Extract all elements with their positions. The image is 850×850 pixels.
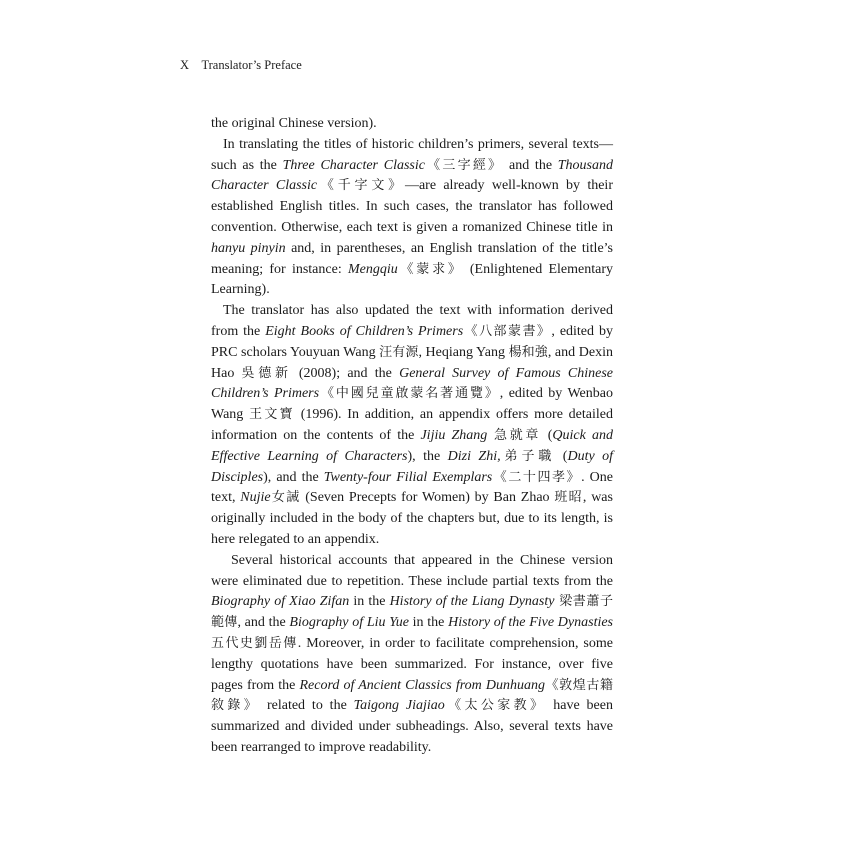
italic-title-text: Thousand Character Classic [211, 157, 613, 194]
text-run: (Enlightened Elementary Learning). [211, 261, 613, 298]
text-run: —are already well-known by their established English titles. In such cases, the translator has followed convention. Otherwise, each text is given a romanized Chinese title in [211, 178, 613, 235]
text-run: and, in parentheses, an English translation of the title’s meaning; for instance: [211, 240, 613, 277]
chinese-text: 《太公家教》 [444, 698, 547, 714]
chinese-text: 梁書蕭子範傳 [211, 594, 613, 631]
text-run: . Moreover, in order to facilitate comprehension, some lengthy quotations have been summarized. For instance, over five pages from the [211, 635, 613, 693]
text-run: ( [555, 448, 568, 464]
text-run: , Heqiang Yang [418, 344, 509, 360]
text-run: ), the [407, 448, 448, 464]
text-run: in the [349, 594, 390, 610]
chinese-text: 《敦煌古籍敘錄》 [211, 677, 613, 714]
page-number: X [180, 58, 190, 72]
chinese-text: 《千字文》 [317, 178, 405, 194]
italic-title-text: Eight Books of Children’s Primers [265, 323, 464, 339]
italic-title-text: Three Character Classic [282, 157, 425, 173]
text-run: and the [503, 157, 558, 173]
text-run: , and Dexin Hao [211, 344, 613, 381]
chinese-text: 楊和強 [508, 344, 548, 360]
paragraph [211, 135, 613, 301]
text-run: The translator has also updated the text with information derived from the [211, 303, 613, 339]
italic-title-text: Biography of Xiao Zifan [211, 594, 350, 610]
italic-title-text: hanyu pinyin [211, 240, 286, 256]
chinese-text: 《二十四孝》 [492, 469, 582, 485]
text-run: the original Chinese version). [211, 116, 377, 131]
text-run: , edited by Wenbao Wang [211, 386, 613, 423]
italic-title-text: History of the Five Dynasties [448, 615, 614, 631]
running-header [180, 58, 302, 73]
italic-title-text: Duty of Disciples [211, 448, 613, 485]
chinese-text: 《蒙求》 [397, 261, 464, 277]
italic-title-text: History of the Liang Dynasty [389, 594, 555, 610]
text-run: In translating the titles of historic children’s primers, several texts—such as the [211, 136, 613, 173]
chinese-text: 《八部蒙書》 [463, 323, 552, 339]
chinese-text: 急就章 [487, 427, 548, 443]
text-run: . One text, [211, 469, 614, 506]
italic-title-text: Nujie [240, 490, 271, 506]
chinese-text: 女誡 [270, 490, 301, 506]
paragraph [211, 301, 613, 551]
text-run: Several historical accounts that appeared in the Chinese version were eliminated due to repetition. These include partial texts from the [211, 552, 613, 589]
text-run: , edited by PRC scholars Youyuan Wang [211, 323, 613, 360]
chinese-text: 弟子職 [500, 448, 556, 464]
paragraph [211, 551, 613, 759]
text-run: (1996). In addition, an appendix offers more detailed information on the contents of the [211, 407, 613, 443]
text-run: , was originally included in the body of the chapters but, due to its length, is here relegated to an appendix. [211, 490, 613, 547]
paragraph [211, 114, 613, 135]
chinese-text: 班昭 [554, 490, 583, 506]
chinese-text: 王文寶 [249, 407, 295, 423]
text-run: related to the [260, 698, 354, 714]
italic-title-text: Dizi Zhi, [447, 448, 501, 464]
italic-title-text: Jijiu Zhang [420, 427, 488, 443]
italic-title-text: Record of Ancient Classics from Dunhuang [299, 677, 545, 693]
text-run: ( [547, 427, 553, 443]
chinese-text: 五代史劉岳傳 [211, 635, 298, 651]
italic-title-text: Twenty-four Filial Exemplars [323, 469, 493, 485]
text-run: (Seven Precepts for Women) by Ban Zhao [300, 490, 555, 506]
chinese-text: 《中國兒童啟蒙名著通覽》 [319, 386, 500, 402]
italic-title-text: Taigong Jiajiao [353, 698, 445, 714]
chinese-text: 汪有源 [379, 344, 419, 360]
chinese-text: 吳德新 [241, 365, 292, 381]
italic-title-text: Quick and Effective Learning of Characters [211, 427, 613, 464]
italic-title-text: Mengqiu [348, 261, 398, 277]
body-text [211, 114, 613, 759]
text-run: (2008); and the [291, 365, 400, 381]
italic-title-text: Biography of Liu Yue [289, 615, 409, 631]
text-run: in the [408, 615, 449, 631]
chinese-text: 《三字經》 [424, 157, 504, 173]
text-run: have been summarized and divided under subheadings. Also, several texts have been rearranged to improve readability. [211, 698, 613, 755]
italic-title-text: General Survey of Famous Chinese Children’s Primers [211, 365, 613, 402]
text-run: ), and the [263, 469, 324, 485]
text-run: , and the [237, 615, 290, 631]
running-title: Translator’s Preface [201, 58, 302, 72]
